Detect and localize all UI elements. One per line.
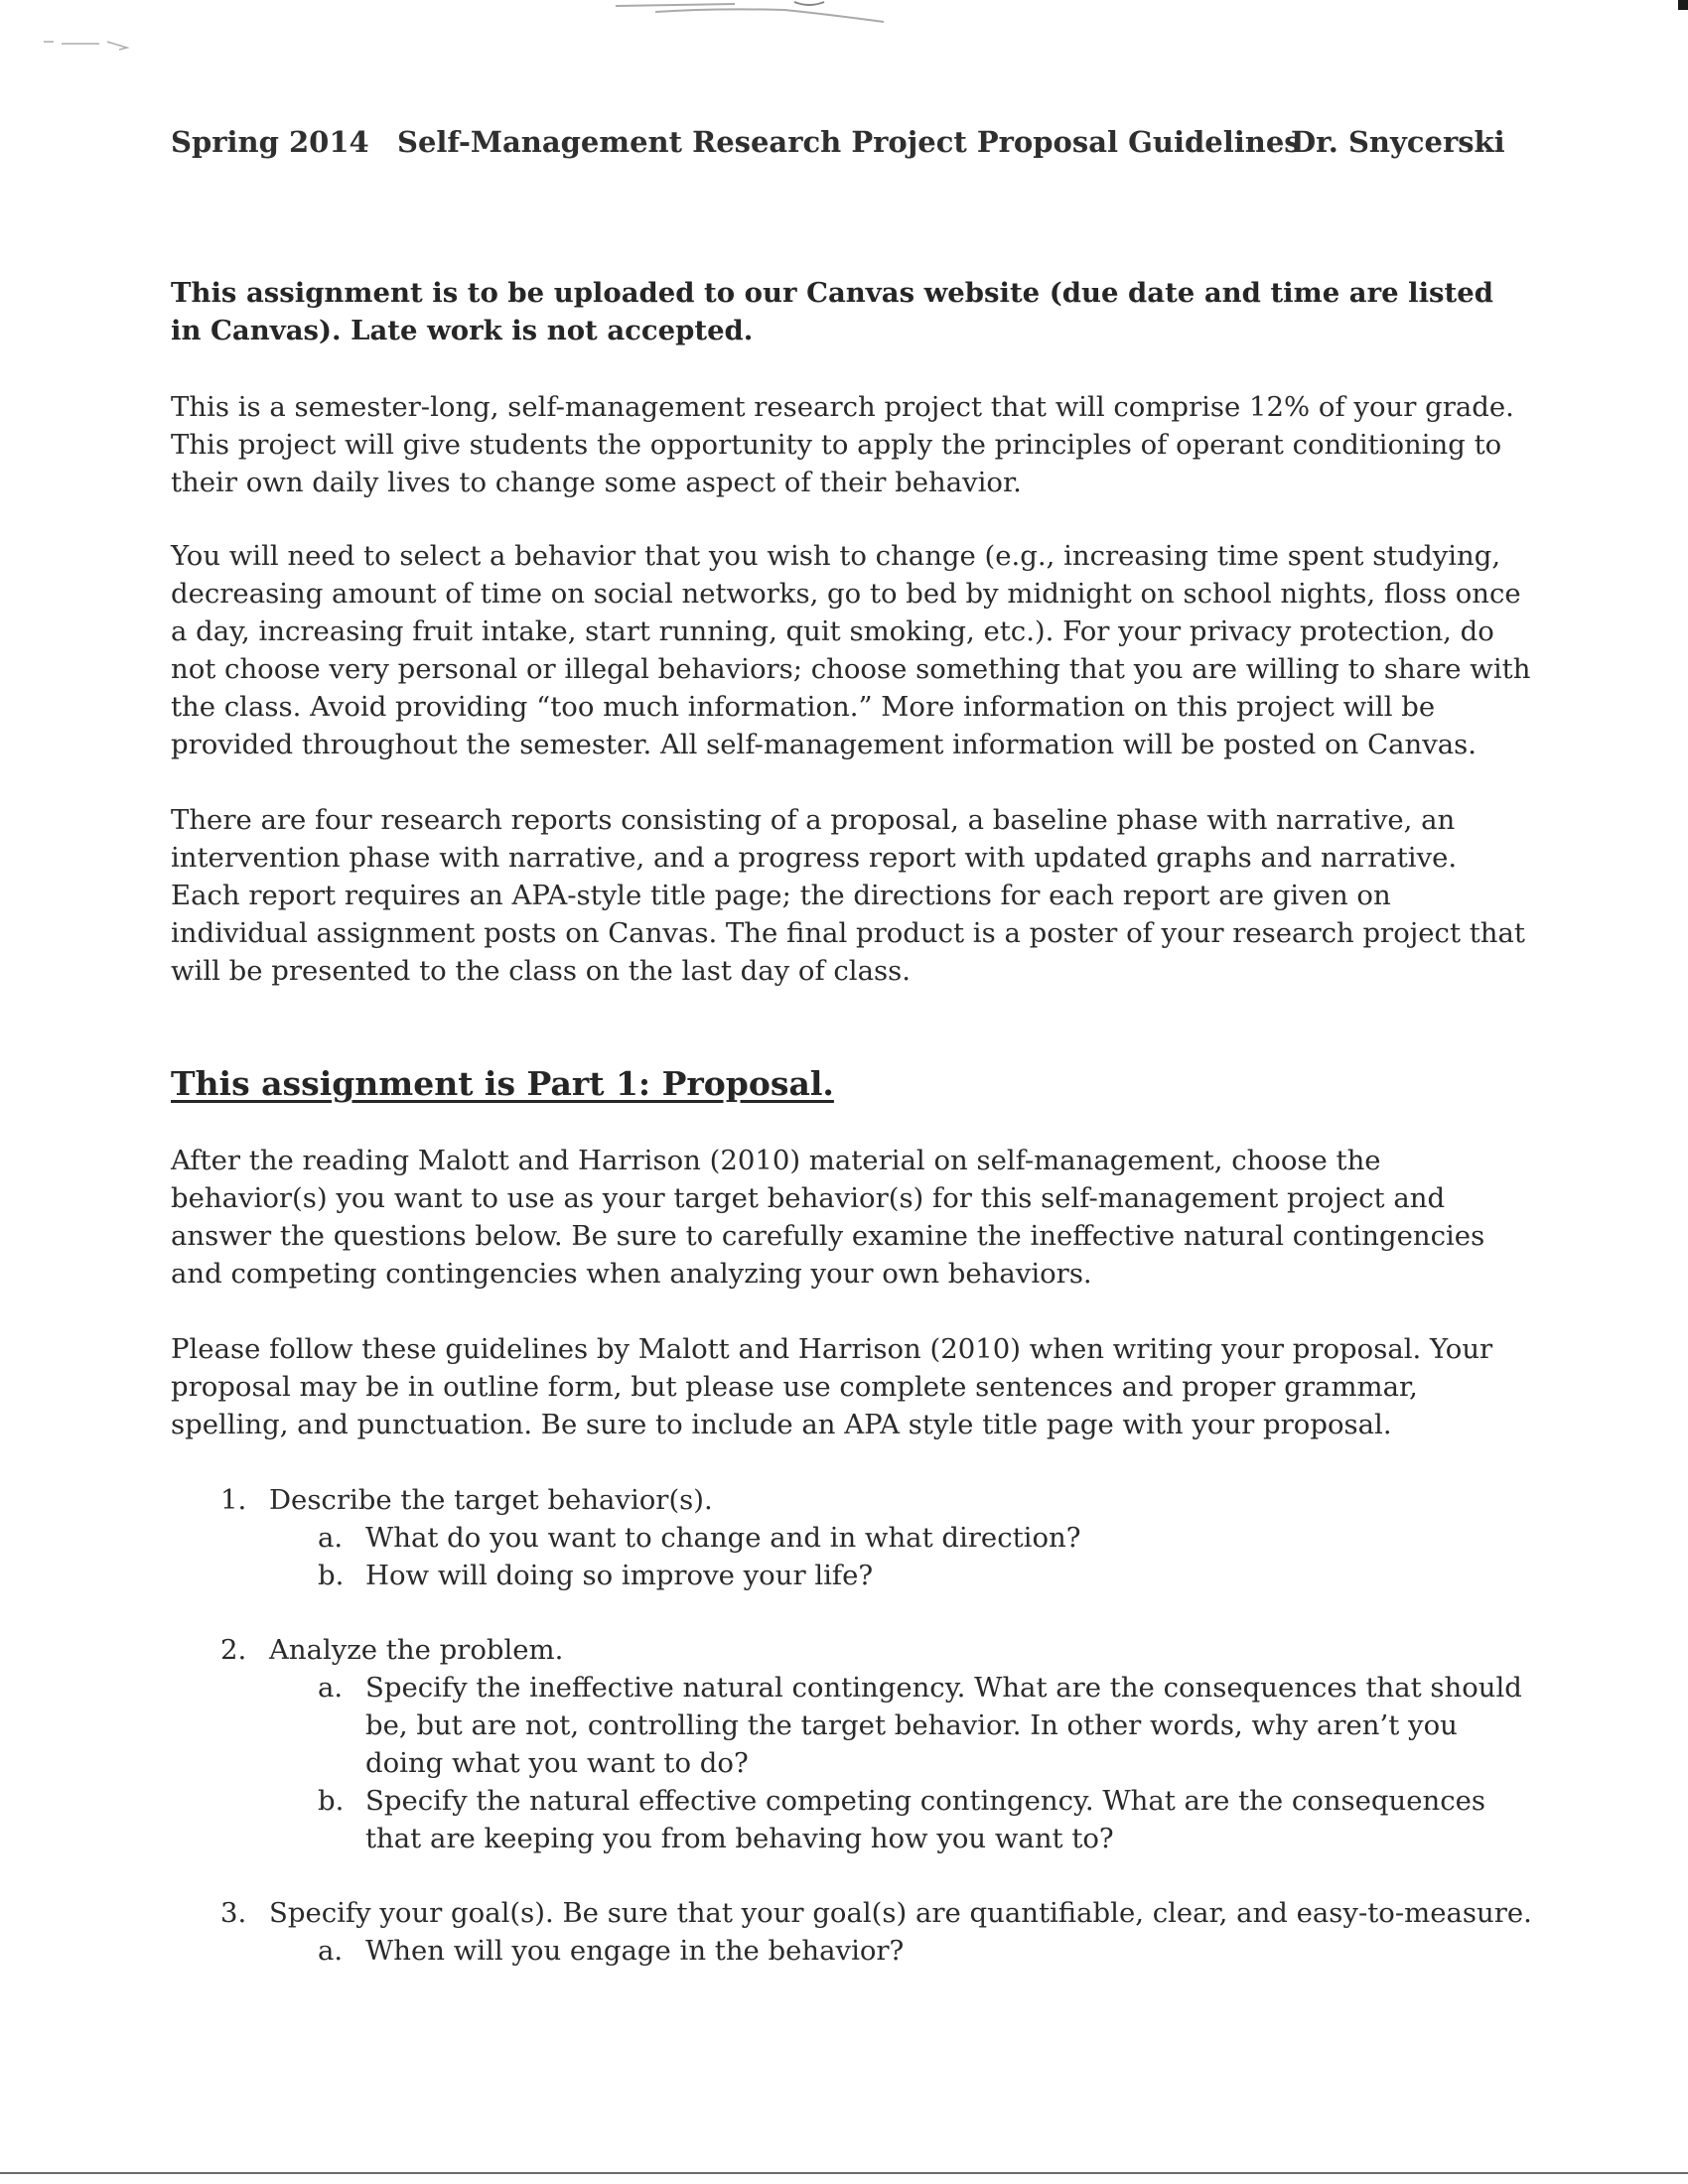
sub-question: [171, 1782, 1541, 1857]
question-text: Analyze the problem.: [269, 1634, 564, 1666]
header-instructor: Dr. Snycerski: [1291, 125, 1505, 159]
question-number: 2.: [220, 1634, 247, 1666]
scan-artifact-left: [40, 36, 149, 60]
question-text: Specify your goal(s). Be sure that your goal(s) are quantifiable, clear, and easy-to-measure.: [269, 1897, 1532, 1929]
part-heading: This assignment is Part 1: Proposal.: [171, 1064, 834, 1103]
question-3: [171, 1894, 1541, 1932]
question-list-item: [171, 1481, 1541, 1594]
sub-question-letter: a.: [318, 1522, 344, 1554]
question-number: 1.: [220, 1484, 247, 1516]
header-title: Self-Management Research Project Proposal Guidelines: [397, 125, 1301, 159]
paragraph-intro: This is a semester-long, self-management research project that will comprise 12% of your grade. This project will give students the opportunity to apply the principles of operant conditioning to their own daily lives to change some aspect of their behavior.: [171, 391, 1514, 498]
sub-question: [171, 1932, 1541, 1970]
page-header: [171, 125, 1505, 165]
paragraph-guidelines: Please follow these guidelines by Malott and Harrison (2010) when writing your proposal. Your proposal may be in outline form, but please use complete sentences and proper grammar, spelling, and punctuation. Be sure to include an APA style title page with your proposal.: [171, 1333, 1493, 1440]
question-1: [171, 1481, 1541, 1519]
sub-question-letter: b.: [318, 1785, 345, 1817]
paragraph-reports: There are four research reports consisting of a proposal, a baseline phase with narrative, an intervention phase with narrative, and a progress report with updated graphs and narrative. Each report requires an APA-style title page; the directions for each report are given on individual assignment posts on Canvas. The final product is a poster of your research project that will be presented to the class on the last day of class.: [171, 804, 1525, 987]
sub-question-text: How will doing so improve your life?: [365, 1560, 874, 1591]
submission-notice: This assignment is to be uploaded to our Canvas website (due date and time are listed in Canvas). Late work is not accepted.: [171, 277, 1493, 346]
scan-artifact-top: [596, 0, 894, 26]
header-term: Spring 2014: [171, 125, 369, 159]
sub-question-text: Specify the natural effective competing contingency. What are the consequences that are keeping you from behaving how you want to?: [365, 1785, 1486, 1854]
sub-question-text: Specify the ineffective natural contingency. What are the consequences that should be, but are not, controlling the target behavior. In other words, why aren’t you doing what you want to do?: [365, 1672, 1522, 1779]
question-text: Describe the target behavior(s).: [269, 1484, 713, 1516]
paragraph-after-reading: After the reading Malott and Harrison (2010) material on self-management, choose the behavior(s) you want to use as your target behavior(s) for this self-management project and answer the questions below. Be sure to carefully examine the ineffective natural contingencies and competing contingencies when analyzing your own behaviors.: [171, 1145, 1485, 1290]
sub-question-text: What do you want to change and in what direction?: [365, 1522, 1081, 1554]
sub-question-letter: b.: [318, 1560, 345, 1591]
question-number: 3.: [220, 1897, 247, 1929]
sub-question: [171, 1557, 1541, 1594]
question-list-item: [171, 1894, 1541, 1970]
question-2: [171, 1631, 1541, 1669]
sub-question: [171, 1519, 1541, 1557]
sub-question-letter: a.: [318, 1672, 344, 1704]
scan-artifact-corner: [1678, 0, 1688, 10]
question-list-item: [171, 1631, 1541, 1857]
sub-question: [171, 1669, 1541, 1782]
scan-artifact-bottom-line: [0, 2172, 1688, 2174]
paragraph-behavior: You will need to select a behavior that you wish to change (e.g., increasing time spent studying, decreasing amount of time on social networks, go to bed by midnight on school nights, floss once a day, increasing fruit intake, start running, quit smoking, etc.). For your privacy protection, do not choose very personal or illegal behaviors; choose something that you are willing to share with the class. Avoid providing “too much information.” More information on this project will be provided throughout the semester. All self-management information will be posted on Canvas.: [171, 540, 1531, 760]
sub-question-text: When will you engage in the behavior?: [365, 1935, 905, 1967]
sub-question-letter: a.: [318, 1935, 344, 1967]
